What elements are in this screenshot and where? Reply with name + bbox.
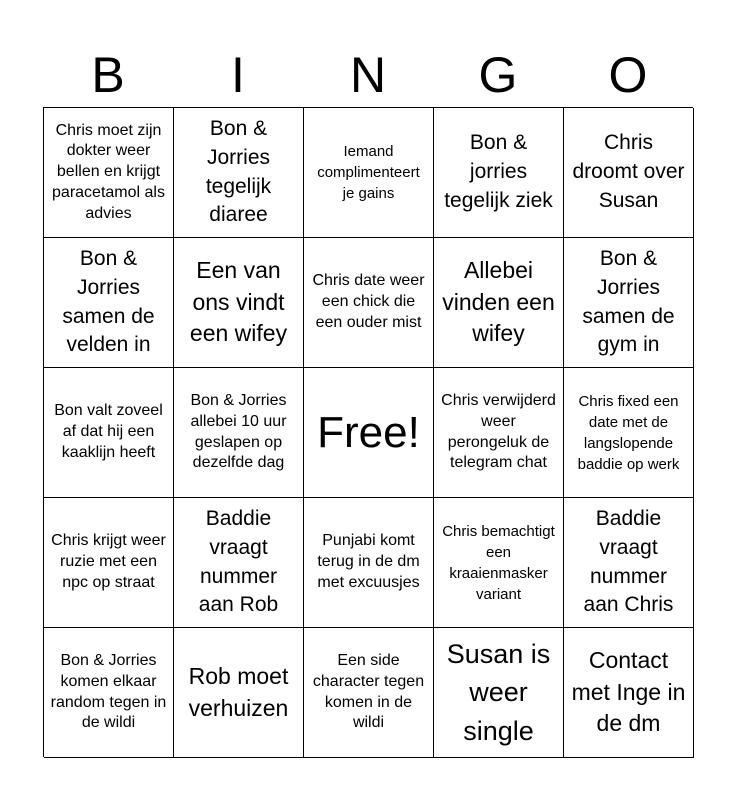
bingo-cell[interactable]: Chris fixed een date met de langslopende baddie op werk [564, 368, 694, 498]
bingo-cell[interactable]: Bon & Jorries komen elkaar random tegen in de wildi [44, 628, 174, 758]
bingo-grid [43, 107, 693, 757]
bingo-cell[interactable]: Allebei vinden een wifey [434, 238, 564, 368]
header-letter-g: G [478, 47, 518, 103]
bingo-cell[interactable]: Bon & Jorries samen de gym in [564, 238, 694, 368]
bingo-cell[interactable]: Chris date weer een chick die een ouder mist [304, 238, 434, 368]
bingo-cell[interactable]: Chris krijgt weer ruzie met een npc op straat [44, 498, 174, 628]
header-letter-i: I [231, 47, 245, 103]
bingo-cell[interactable]: Susan is weer single [434, 628, 564, 758]
bingo-cell[interactable]: Punjabi komt terug in de dm met excuusjes [304, 498, 434, 628]
bingo-cell[interactable]: Een van ons vindt een wifey [174, 238, 304, 368]
bingo-cell[interactable]: Bon & Jorries samen de velden in [44, 238, 174, 368]
bingo-cell[interactable]: Baddie vraagt nummer aan Chris [564, 498, 694, 628]
bingo-cell[interactable]: Chris verwijderd weer perongeluk de telegram chat [434, 368, 564, 498]
bingo-cell[interactable]: Chris bemachtigt een kraaienmasker variant [434, 498, 564, 628]
bingo-cell[interactable]: Een side character tegen komen in de wildi [304, 628, 434, 758]
header-letter-b: B [91, 47, 125, 103]
bingo-header [43, 44, 693, 106]
header-letter-n: N [349, 47, 387, 103]
bingo-cell[interactable]: Rob moet verhuizen [174, 628, 304, 758]
bingo-cell[interactable]: Baddie vraagt nummer aan Rob [174, 498, 304, 628]
bingo-cell[interactable]: Chris droomt over Susan [564, 108, 694, 238]
bingo-cell[interactable]: Bon & jorries tegelijk ziek [434, 108, 564, 238]
header-letter-o: O [608, 47, 648, 103]
bingo-cell[interactable]: Contact met Inge in de dm [564, 628, 694, 758]
bingo-cell[interactable]: Chris moet zijn dokter weer bellen en krijgt paracetamol als advies [44, 108, 174, 238]
bingo-cell[interactable]: Bon & Jorries tegelijk diaree [174, 108, 304, 238]
free-cell[interactable]: Free! [304, 368, 434, 498]
bingo-cell[interactable]: Iemand complimenteert je gains [304, 108, 434, 238]
bingo-cell[interactable]: Bon valt zoveel af dat hij een kaaklijn heeft [44, 368, 174, 498]
bingo-cell[interactable]: Bon & Jorries allebei 10 uur geslapen op dezelfde dag [174, 368, 304, 498]
